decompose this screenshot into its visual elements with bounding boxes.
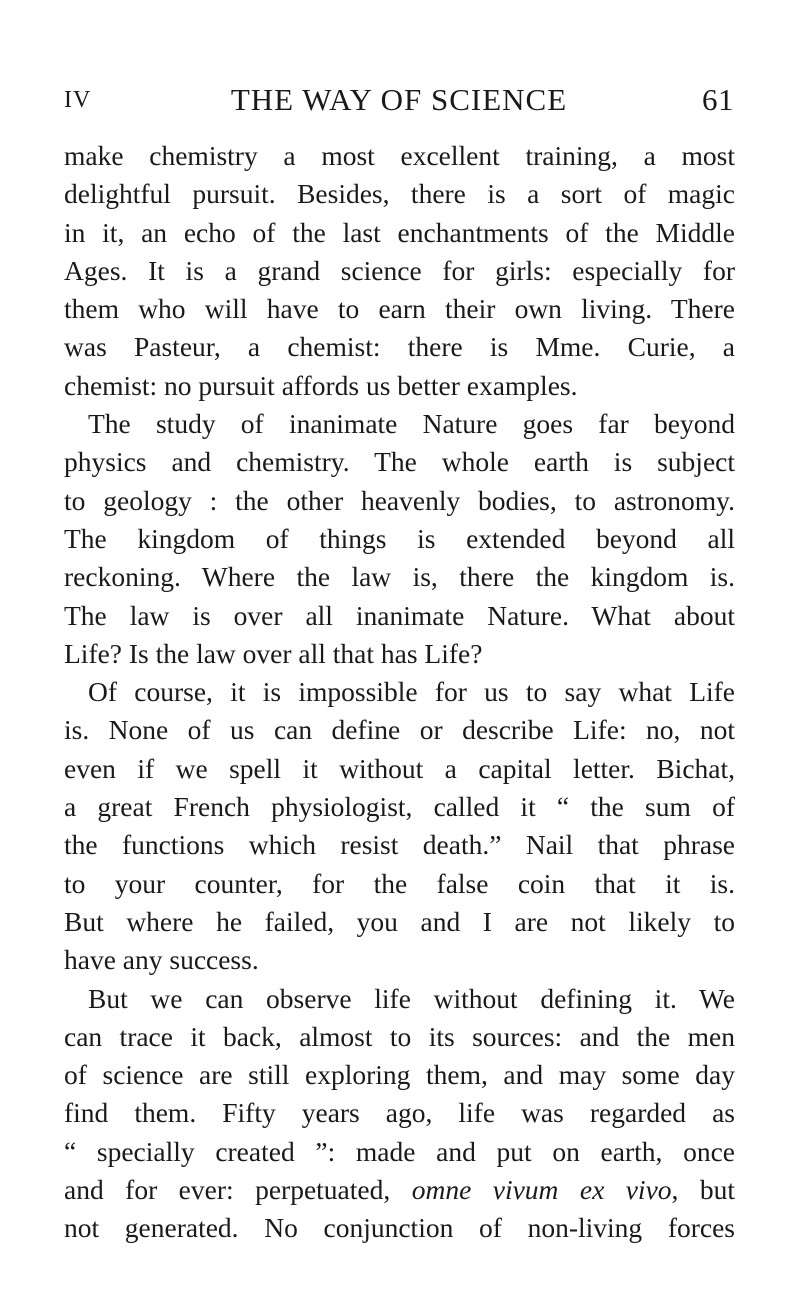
text-line: of science are still exploring them, and may some day [64,1059,735,1091]
text-line-mixed [64,1171,735,1209]
text-line: was Pasteur, a chemist: there is Mme. Curie, a [64,331,735,363]
text-line: “ specially created ”: made and put on earth, once [64,1135,735,1167]
text-line: delightful pursuit. Besides, there is a sort of magic [64,178,735,210]
text-line: Of course, it is impossible for us to say what Life [88,676,735,708]
text-line: make chemistry a most excellent training, a most [64,140,735,171]
text-line: The kingdom of things is extended beyond all [64,522,735,554]
text-line: them who will have to earn their own living. There [64,293,735,325]
text-line: the functions which resist death.” Nail that phrase [64,829,735,861]
text-line: even if we spell it without a capital letter. Bichat, [64,752,735,784]
text-line: to geology : the other heavenly bodies, to astronomy. [64,484,735,516]
text-line: have any success. [64,944,259,976]
text-line: not generated. No conjunction of non-living forces [64,1212,735,1244]
text-segment: and for ever: perpetuated, [64,1174,391,1206]
running-title: THE WAY OF SCIENCE [230,82,568,117]
body-text [64,137,735,1248]
text-line: to your counter, for the false coin that it is. [64,867,735,899]
text-segment: , but [671,1174,736,1206]
text-line: find them. Fifty years ago, life was regarded as [64,1097,735,1129]
running-head [64,78,734,122]
text-line: Life? Is the law over all that has Life? [64,637,483,669]
latin-phrase: omne vivum ex vivo [411,1174,672,1206]
text-line: is. None of us can define or describe Life: no, not [64,714,735,746]
text-line: But where he failed, you and I are not likely to [64,905,735,937]
text-line: in it, an echo of the last enchantments of the Middle [64,216,735,248]
text-line: The law is over all inanimate Nature. What about [64,599,735,631]
chapter-number: IV [64,87,92,113]
text-line: But we can observe life without defining it. We [88,982,735,1014]
text-line: can trace it back, almost to its sources: and the men [64,1020,735,1052]
text-line: The study of inanimate Nature goes far beyond [88,408,735,440]
page-number: 61 [702,82,734,117]
text-line: physics and chemistry. The whole earth is subject [64,446,735,478]
text-line: reckoning. Where the law is, there the kingdom is. [64,561,735,593]
text-line: chemist: no pursuit affords us better examples. [64,369,578,401]
text-line: Ages. It is a grand science for girls: especially for [64,254,735,286]
text-line: a great French physiologist, called it “ the sum of [64,791,735,823]
